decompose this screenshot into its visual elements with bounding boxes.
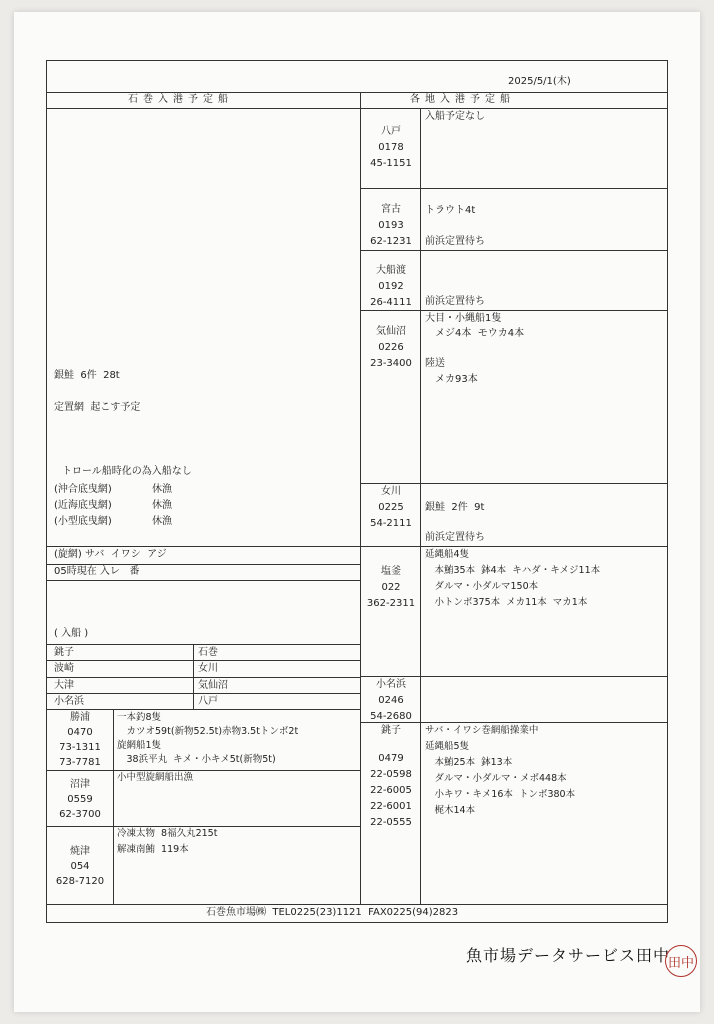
frame-left	[46, 60, 47, 922]
nyusen-left: 波崎	[54, 663, 74, 674]
port-katsuura	[48, 712, 112, 769]
footer-line	[46, 904, 668, 905]
signature: 魚市場データサービス田中	[466, 946, 671, 965]
port-choshi-details	[425, 725, 575, 817]
port-katsuura-details	[117, 712, 298, 766]
port-tel: 73-7781	[59, 757, 101, 768]
port-name: 大船渡	[376, 265, 406, 276]
makiami-time: 05時現在 入レ 番	[54, 566, 140, 577]
port-hachinohe	[362, 126, 420, 170]
detail-line: 陸送	[425, 358, 445, 369]
port-tel: 54-2111	[370, 518, 412, 529]
port-numazu-details	[117, 772, 193, 784]
nyusen-divider	[193, 644, 194, 709]
row-sep	[46, 564, 360, 565]
detail-line: 旋網船1隻	[117, 740, 162, 751]
nyusen-left: 小名浜	[54, 696, 84, 707]
left-port-divider	[113, 709, 114, 904]
port-shiogama	[362, 566, 420, 610]
row-sep	[46, 693, 360, 694]
port-name: 銚子	[381, 725, 401, 736]
detail-line: 本鮪35本 鉢4本 キハダ・キメジ11本	[425, 565, 601, 576]
detail-line: 本鮪25本 鉢13本	[425, 757, 513, 768]
detail-line: 大目・小縄船1隻	[425, 313, 502, 324]
center-divider	[360, 92, 361, 904]
makiami-label: (旋網) サバ イワシ アジ	[54, 549, 167, 560]
detail-line: 前浜定置待ち	[425, 532, 485, 543]
fishery-name: (沖合底曳網)	[54, 484, 112, 495]
row-sep	[46, 580, 360, 581]
row-sep	[360, 250, 667, 251]
port-kesennuma	[362, 326, 420, 370]
port-tel: 0479	[378, 753, 404, 764]
fishery-status: 休漁	[152, 516, 172, 527]
paper-sheet	[14, 12, 700, 1012]
nyusen-left: 大津	[54, 680, 74, 691]
port-tel: 0192	[378, 281, 404, 292]
detail-line: メカ93本	[425, 374, 478, 385]
row-sep	[360, 188, 667, 189]
port-name: 女川	[381, 486, 401, 497]
right-header: 各地入港予定船	[410, 94, 515, 105]
fishery-status: 休漁	[152, 484, 172, 495]
port-tel: 628-7120	[55, 876, 105, 887]
row-sep	[360, 483, 667, 484]
header-bottom-line	[46, 108, 668, 109]
left-header: 石巻入港予定船	[128, 94, 233, 105]
trawl-note: トロール船時化の為入船なし	[62, 466, 192, 477]
port-yaizu-details	[117, 828, 217, 856]
port-tel: 73-1311	[59, 742, 101, 753]
port-miyako	[362, 204, 420, 248]
frame-top	[46, 60, 668, 61]
nyusen-right: 女川	[198, 663, 218, 674]
port-tel: 0193	[378, 220, 404, 231]
seal-stamp	[665, 945, 697, 977]
port-tel: 362-2311	[366, 598, 416, 609]
port-tel: 45-1151	[370, 158, 412, 169]
detail-line: サバ・イワシ巻網船操業中	[425, 725, 539, 736]
port-name: 勝浦	[70, 712, 90, 723]
port-tel: 62-1231	[370, 236, 412, 247]
port-tel: 0178	[378, 142, 404, 153]
port-tel: 22-0555	[370, 817, 412, 828]
fishery-status: 休漁	[152, 500, 172, 511]
detail-line: 入船予定なし	[425, 111, 485, 122]
port-onagawa	[362, 486, 420, 530]
port-choshi	[362, 725, 420, 829]
frame-bottom	[46, 922, 668, 923]
row-sep	[46, 677, 360, 678]
port-yaizu	[48, 846, 112, 888]
footer-contact: 石巻魚市場㈱ TEL0225(23)1121 FAX0225(94)2823	[206, 907, 459, 918]
detail-line: 解凍南鮪 119本	[117, 844, 189, 855]
fishery-name: (近海底曳網)	[54, 500, 112, 511]
detail-line: メジ4本 モウカ4本	[425, 328, 525, 339]
detail-line: 小トンボ375本 メカ11本 マカ1本	[425, 597, 588, 608]
port-tel: 0470	[67, 727, 93, 738]
teichi-line: 定置網 起こす予定	[54, 402, 141, 413]
port-tel: 22-6005	[370, 785, 412, 796]
port-onahama	[362, 679, 420, 723]
port-name: 焼津	[70, 846, 90, 857]
port-name: 塩釜	[381, 566, 401, 577]
port-tel: 022	[381, 582, 401, 593]
port-name: 小名浜	[376, 679, 406, 690]
row-sep	[46, 644, 360, 645]
port-tel: 54-2680	[370, 711, 412, 722]
nyusen-label: ( 入船 )	[54, 628, 89, 639]
detail-line: 冷凍太物 8福久丸215t	[117, 828, 218, 839]
port-tel: 0246	[378, 695, 404, 706]
report-date: 2025/5/1(木)	[508, 76, 571, 87]
row-sep	[360, 546, 667, 547]
detail-line: 銀鮭 2件 9t	[425, 502, 485, 513]
detail-line: 延縄船5隻	[425, 741, 470, 752]
port-ofunato	[362, 265, 420, 309]
detail-line: ダルマ・小ダルマ150本	[425, 581, 539, 592]
row-sep	[46, 546, 360, 547]
detail-line: トラウト4t	[425, 205, 476, 216]
row-sep	[46, 770, 360, 771]
port-name: 沼津	[70, 779, 90, 790]
port-tel: 0225	[378, 502, 404, 513]
detail-line: 延縄船4隻	[425, 549, 470, 560]
row-sep	[46, 826, 360, 827]
nyusen-right: 石巻	[198, 647, 218, 658]
port-tel: 26-4111	[370, 297, 412, 308]
detail-line: カツオ59t(新物52.5t)赤物3.5tトンボ2t	[117, 726, 299, 737]
port-tel: 23-3400	[370, 358, 412, 369]
port-tel: 0559	[67, 794, 93, 805]
row-sep	[360, 310, 667, 311]
detail-line: 前浜定置待ち	[425, 296, 485, 307]
detail-line: 小中型旋網船出漁	[117, 772, 194, 783]
nyusen-right: 気仙沼	[198, 680, 228, 691]
detail-line: 小キワ・キメ16本 トンボ380本	[425, 789, 576, 800]
header-top-line	[46, 92, 668, 93]
row-sep	[360, 676, 667, 677]
port-tel: 22-0598	[370, 769, 412, 780]
port-numazu	[48, 779, 112, 821]
right-port-divider	[420, 108, 421, 904]
detail-line: 38浜平丸 キメ・小キメ5t(新物5t)	[117, 754, 276, 765]
detail-line: 一本釣8隻	[117, 712, 162, 723]
port-tel: 0226	[378, 342, 404, 353]
row-sep	[46, 709, 360, 710]
ginzake-line: 銀鮭 6件 28t	[54, 370, 120, 381]
fishery-name: (小型底曳網)	[54, 516, 112, 527]
detail-line: 梶木14本	[425, 805, 476, 816]
port-name: 気仙沼	[376, 326, 406, 337]
port-tel: 054	[70, 861, 90, 872]
port-tel: 62-3700	[59, 809, 101, 820]
frame-right	[667, 60, 668, 922]
seal-text: 田中	[667, 956, 694, 971]
port-shiogama-details	[425, 549, 600, 609]
port-tel: 22-6001	[370, 801, 412, 812]
port-name: 八戸	[381, 126, 401, 137]
detail-line: 前浜定置待ち	[425, 236, 485, 247]
nyusen-right: 八戸	[198, 696, 218, 707]
detail-line: ダルマ・小ダルマ・メボ448本	[425, 773, 567, 784]
nyusen-left: 銚子	[54, 647, 74, 658]
port-name: 宮古	[381, 204, 401, 215]
row-sep	[46, 660, 360, 661]
